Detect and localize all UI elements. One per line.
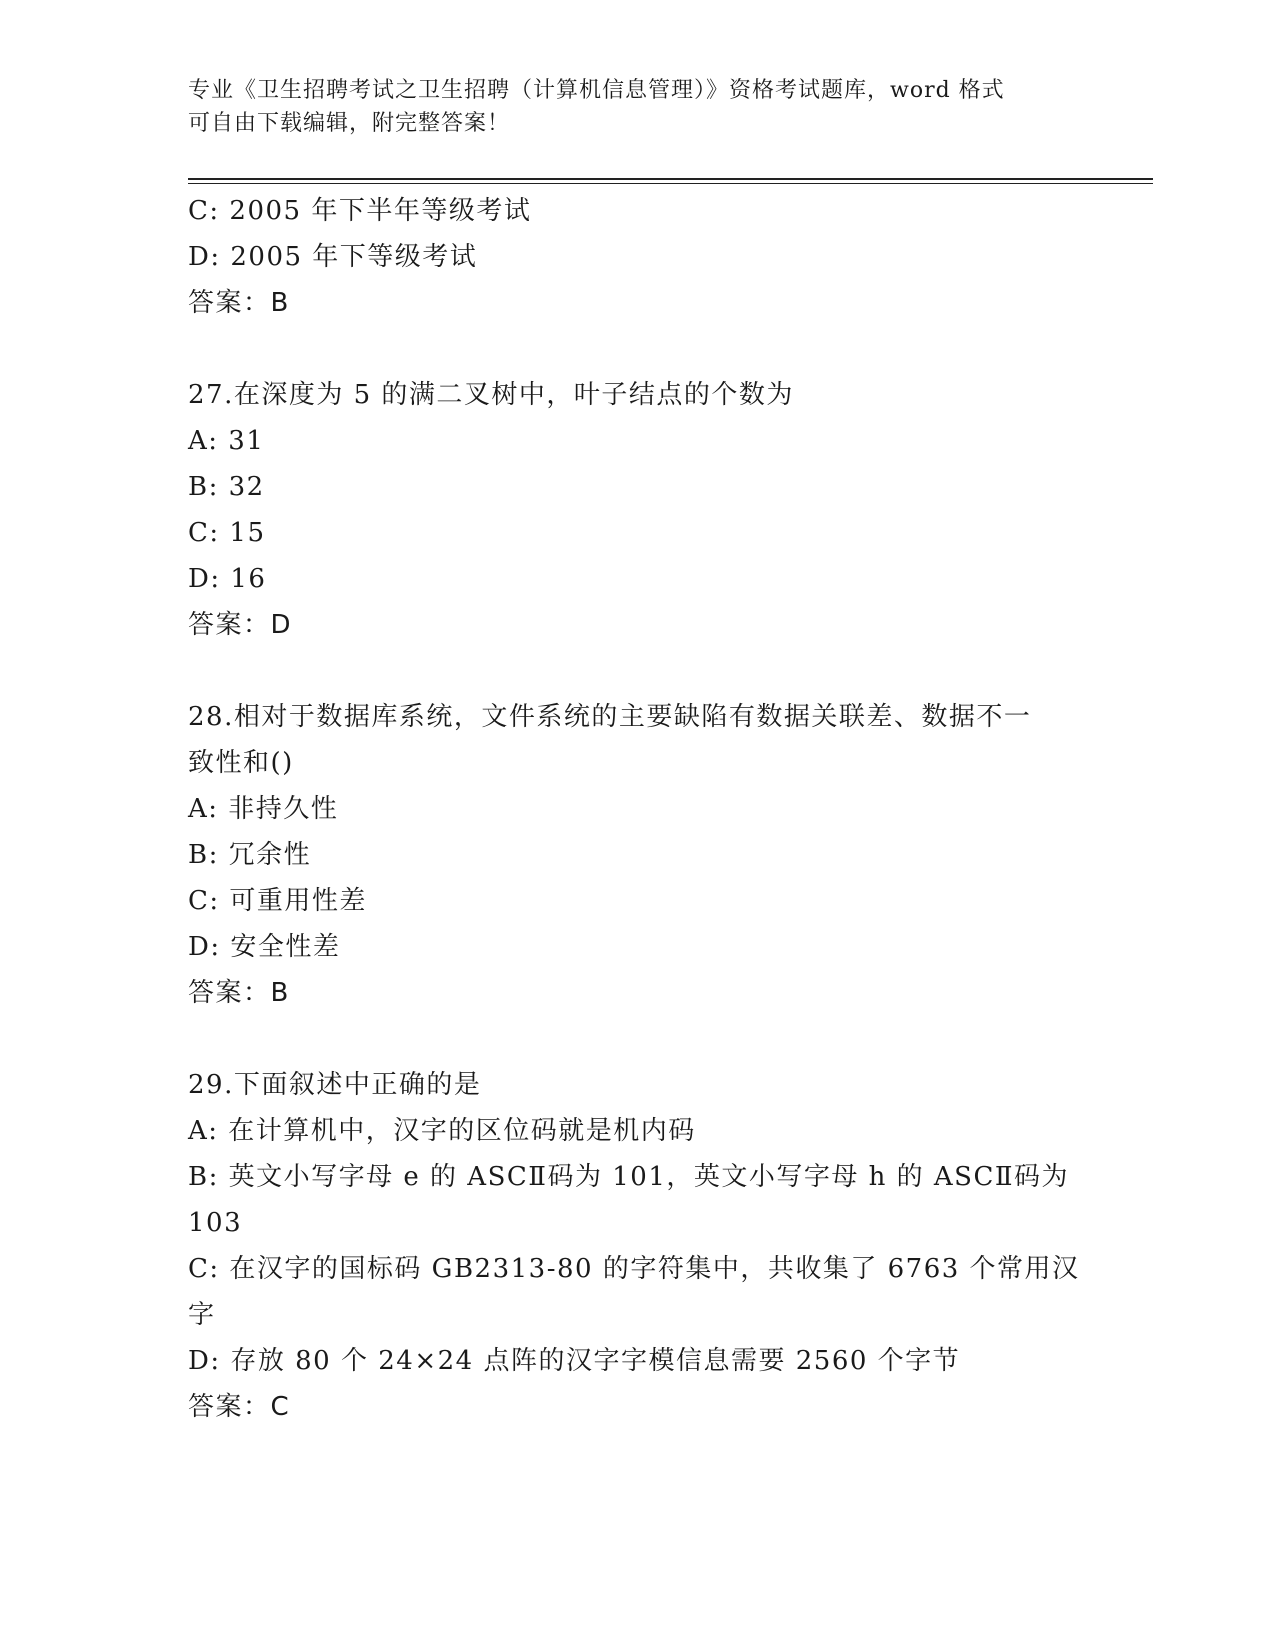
- question-stem-continued: 致性和(): [188, 748, 294, 778]
- spacer: [188, 326, 1088, 372]
- answer: 答案：D: [188, 610, 293, 640]
- option-c: C: 2005 年下半年等级考试: [188, 196, 532, 226]
- option-a: A: 31: [188, 426, 265, 456]
- option-b: B: 冗余性: [188, 840, 312, 870]
- continued-question: [188, 188, 1088, 326]
- option-d: D: 2005 年下等级考试: [188, 242, 478, 272]
- spacer: [188, 648, 1088, 694]
- option-c: C: 可重用性差: [188, 886, 367, 916]
- answer: 答案：B: [188, 288, 290, 318]
- option-c: C: 15: [188, 518, 266, 548]
- question-stem: 29.下面叙述中正确的是: [188, 1070, 482, 1100]
- question-stem: 27.在深度为 5 的满二叉树中，叶子结点的个数为: [188, 380, 794, 410]
- option-a: A: 在计算机中，汉字的区位码就是机内码: [188, 1116, 696, 1146]
- option-c-continued: 字: [188, 1300, 216, 1330]
- option-b: B: 32: [188, 472, 265, 502]
- option-d: D: 安全性差: [188, 932, 341, 962]
- option-a: A: 非持久性: [188, 794, 339, 824]
- question-stem: 28.相对于数据库系统，文件系统的主要缺陷有数据关联差、数据不一: [188, 702, 1032, 732]
- question-27: [188, 372, 1088, 648]
- answer: 答案：C: [188, 1392, 291, 1422]
- option-b: B: 英文小写字母 e 的 ASCⅡ码为 101，英文小写字母 h 的 ASCⅡ码为: [188, 1162, 1070, 1192]
- question-list: [188, 188, 1088, 1430]
- option-b-continued: 103: [188, 1208, 243, 1238]
- answer: 答案：B: [188, 978, 290, 1008]
- header-divider-thick: [188, 178, 1153, 180]
- question-29: [188, 1062, 1088, 1430]
- option-d: D: 存放 80 个 24×24 点阵的汉字字模信息需要 2560 个字节: [188, 1346, 961, 1376]
- question-28: [188, 694, 1088, 1016]
- header-divider-thin: [188, 183, 1153, 184]
- spacer: [188, 1016, 1088, 1062]
- header-line-2: 可自由下载编辑，附完整答案！: [188, 111, 511, 136]
- header-line-1: 专业《卫生招聘考试之卫生招聘（计算机信息管理）》资格考试题库，word 格式: [188, 78, 1005, 103]
- option-c: C: 在汉字的国标码 GB2313-80 的字符集中，共收集了 6763 个常用汉: [188, 1254, 1080, 1284]
- document-header: [188, 74, 1088, 140]
- option-d: D: 16: [188, 564, 267, 594]
